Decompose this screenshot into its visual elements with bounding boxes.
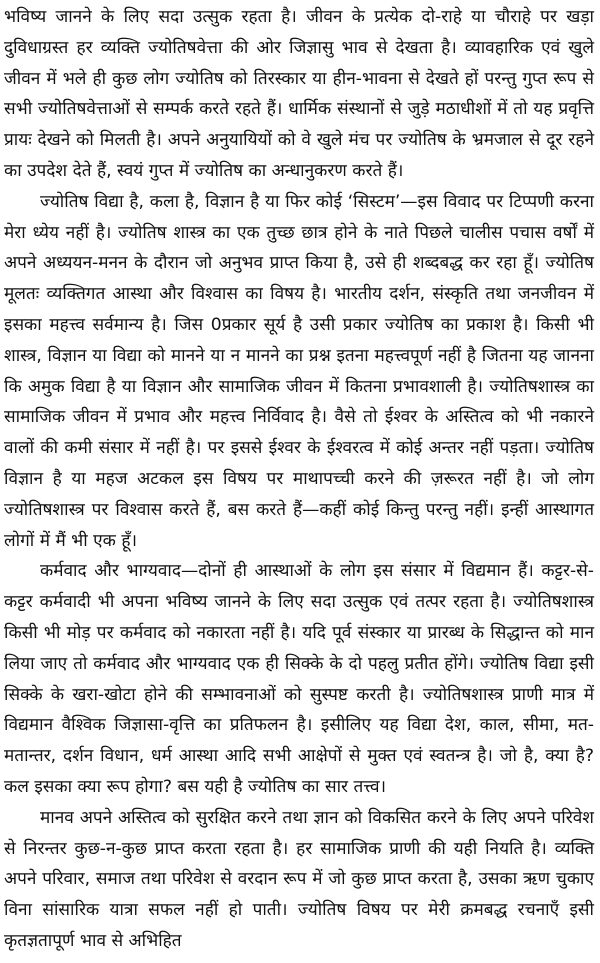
paragraph-jyotish-vidya: ज्योतिष विद्या है, कला है, विज्ञान है या फिर कोई ‘सिस्टम’—इस विवाद पर टिप्पणी करना मेरा ध्येय नहीं है। ज्योतिष शास्त्र का एक तुच्छ छात्र होने के नाते पिछले चालीस पचास वर्षों में अपने अध्ययन-मनन के दौरान जो अनुभव प्राप्त किया है, उसे ही शब्दबद्ध कर रहा हूँ। ज्योतिष मूलतः व्यक्तिगत आस्था और विश्वास का विषय है। भारतीय दर्शन, संस्कृति तथा जनजीवन में इसका महत्त्व सर्वमान्य है। जिस 0प्रकार सूर्य है उसी प्रकार ज्योतिष का प्रकाश है। किसी भी शास्त्र, विज्ञान या विद्या को मानने या न मानने का प्रश्न इतना महत्त्वपूर्ण नहीं है जितना यह जानना कि अमुक विद्या है या विज्ञान और सामाजिक जीवन में कितना प्रभावशाली है। ज्योतिषशास्त्र का सामाजिक जीवन में प्रभाव और महत्त्व निर्विवाद है। वैसे तो ईश्वर के अस्तित्व को भी नकारने वालों की कमी संसार में नहीं है। पर इससे ईश्वर के ईश्वरत्व में कोई अन्तर नहीं पड़ता। ज्योतिष विज्ञान है या महज अटकल इस विषय पर माथापच्ची करने की ज़रूरत नहीं है। जो लोग ज्योतिषशास्त्र पर विश्वास करते हैं, बस करते हैं—कहीं कोई किन्तु परन्तु नहीं। इन्हीं आस्थागत लोगों में मैं भी एक हूँ। (4, 191, 594, 551)
paragraph-karmavad-bhagyavad: कर्मवाद और भाग्यवाद—दोनों ही आस्थाओं के लोग इस संसार में विद्यमान हैं। कट्टर-से-कट्टर कर्मवादी भी अपना भविष्य जानने के लिए सदा उत्सुक एवं तत्पर रहता है। ज्योतिषशास्त्र किसी भी मोड़ पर कर्मवाद को नकारता नहीं है। यदि पूर्व संस्कार या प्रारब्ध के सिद्धान्त को मान लिया जाए तो कर्मवाद और भाग्यवाद एक ही सिक्के के दो पहलु प्रतीत होंगे। ज्योतिष विद्या इसी सिक्के के खरा-खोटा होने की सम्भावनाओं को सुस्पष्ट करती है। ज्योतिषशास्त्र प्राणी मात्र में विद्यमान वैश्विक जिज्ञासा-वृत्ति का प्रतिफलन है। इसीलिए यह विद्या देश, काल, सीमा, मत-मतान्तर, दर्शन विधान, धर्म आस्था आदि सभी आक्षेपों से मुक्त एवं स्वतन्त्र है। जो है, क्या है? कल इसका क्या रूप होगा? बस यही है ज्योतिष का सार तत्त्व। (4, 561, 594, 797)
paragraph-manav-astitva: मानव अपने अस्तित्व को सुरक्षित करने तथा ज्ञान को विकसित करने के लिए अपने परिवेश से निरन्तर कुछ-न-कुछ प्राप्त करता रहता है। हर सामाजिक प्राणी की यही नियति है। व्यक्ति अपने परिवार, समाज तथा परिवेश से वरदान रूप में जो कुछ प्राप्त करता है, उसका ऋण चुकाए विना सांसारिक यात्रा सफल नहीं हो पाती। ज्योतिष विषय पर मेरी क्रमबद्ध रचनाएँ इसी कृतज्ञतापूर्ण भाव से अभिहित (4, 807, 594, 951)
paragraph-continuation: भविष्य जानने के लिए सदा उत्सुक रहता है। जीवन के प्रत्येक दो-राहे या चौराहे पर खड़ा दुविधाग्रस्त हर व्यक्ति ज्योतिषवेत्ता की ओर जिज्ञासु भाव से देखता है। व्यावहारिक एवं खुले जीवन में भले ही कुछ लोग ज्योतिष को तिरस्कार या हीन-भावना से देखते हों परन्तु गुप्त रूप से सभी ज्योतिषवेत्ताओं से सम्पर्क करते रहते हैं। धार्मिक संस्थानों से जुड़े मठाधीशों में तो यह प्रवृत्ति प्रायः देखने को मिलती है। अपने अनुयायियों को वे खुले मंच पर ज्योतिष के भ्रमजाल से दूर रहने का उपदेश देते हैं, स्वयं गुप्त में ज्योतिष का अन्धानुकरण करते हैं। (4, 7, 594, 181)
